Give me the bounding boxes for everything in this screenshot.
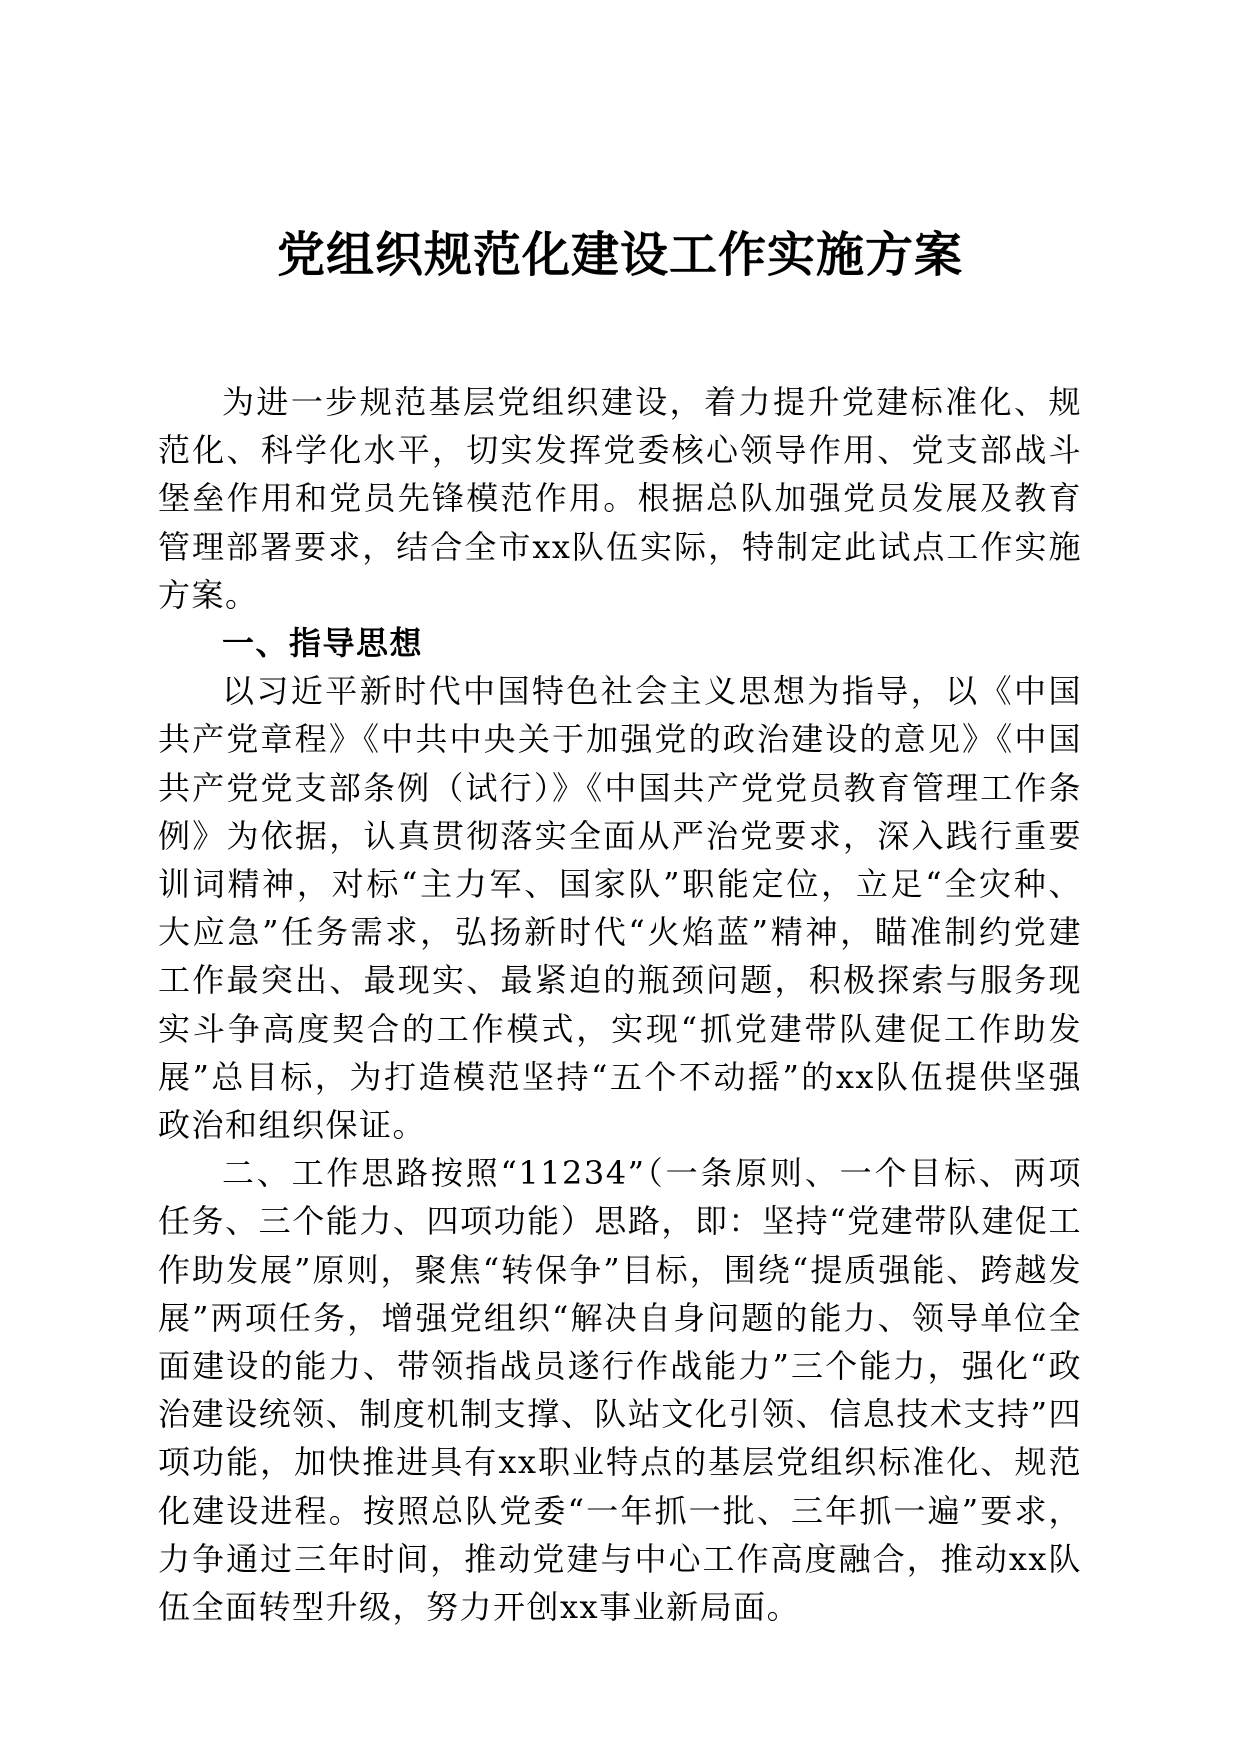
document-body: [158, 378, 1082, 1631]
section-heading-guiding-ideology: 一、指导思想: [222, 624, 424, 663]
intro-paragraph: 为进一步规范基层党组织建设，着力提升党建标准化、规范化、科学化水平，切实发挥党委核心领导作用、党支部战斗堡垒作用和党员先锋模范作用。根据总队加强党员发展及教育管理部署要求，结合全市xx队伍实际，特制定此试点工作实施方案。: [158, 383, 1082, 614]
guiding-ideology-paragraph: 以习近平新时代中国特色社会主义思想为指导，以《中国共产党章程》《中共中央关于加强党的政治建设的意见》《中国共产党党支部条例（试行）》《中国共产党党员教育管理工作条例》为依据，认真贯彻落实全面从严治党要求，深入践行重要训词精神，对标“主力军、国家队”职能定位，立足“全灾种、大应急”任务需求，弘扬新时代“火焰蓝”精神，瞄准制约党建工作最突出、最现实、最紧迫的瓶颈问题，积极探索与服务现实斗争高度契合的工作模式，实现“抓党建带队建促工作助发展”总目标，为打造模范坚持“五个不动摇”的xx队伍提供坚强政治和组织保证。: [158, 672, 1082, 1145]
document-title: 党组织规范化建设工作实施方案: [276, 227, 963, 283]
work-approach-paragraph: 二、工作思路按照“11234”（一条原则、一个目标、两项任务、三个能力、四项功能）思路，即：坚持“党建带队建促工作助发展”原则，聚焦“转保争”目标，围绕“提质强能、跨越发展”两项任务，增强党组织“解决自身问题的能力、领导单位全面建设的能力、带领指战员遂行作战能力”三个能力，强化“政治建设统领、制度机制支撑、队站文化引领、信息技术支持”四项功能，加快推进具有xx职业特点的基层党组织标准化、规范化建设进程。按照总队党委“一年抓一批、三年抓一遍”要求，力争通过三年时间，推动党建与中心工作高度融合，推动xx队伍全面转型升级，努力开创xx事业新局面。: [158, 1154, 1082, 1627]
